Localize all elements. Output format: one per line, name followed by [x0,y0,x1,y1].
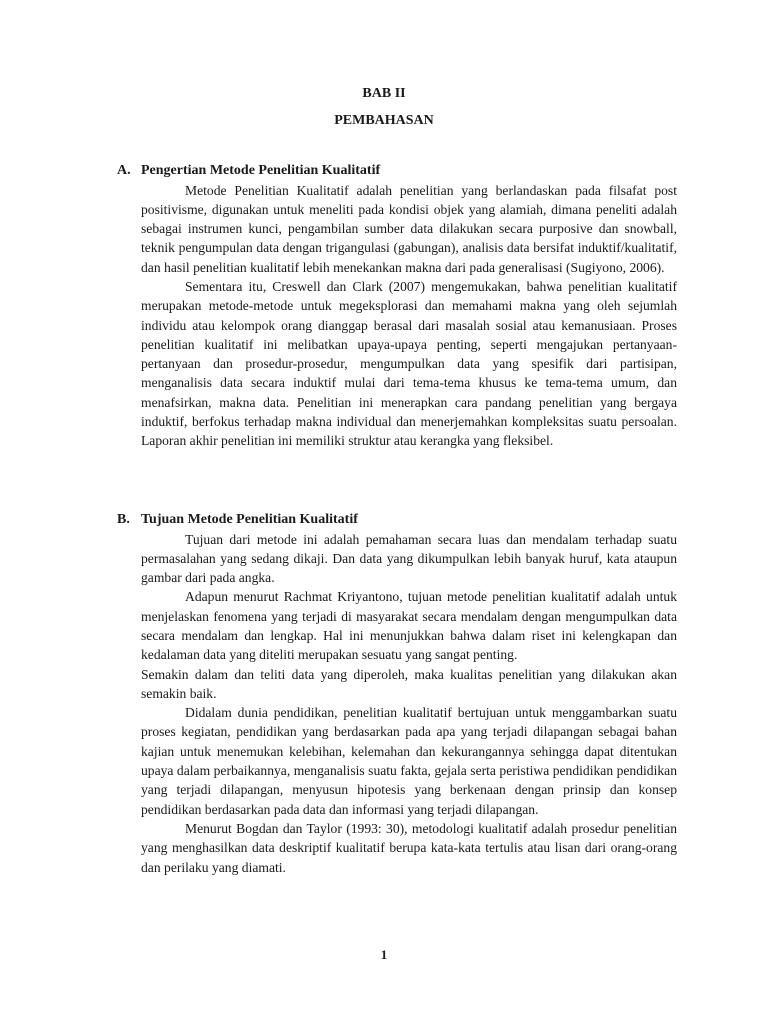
section-heading-text: Tujuan Metode Penelitian Kualitatif [141,512,358,527]
section-body [141,181,677,451]
page-number: 1 [380,947,388,962]
section-letter: A. [117,163,131,178]
section-b [117,510,677,877]
paragraph: Didalam dunia pendidikan, penelitian kualitatif bertujuan untuk menggambarkan suatu proses kegiatan, pendidikan yang berdasarkan pada apa yang terjadi dilapangan sebagai bahan kajian untuk menemukan kelebihan, kelemahan dan kekurangannya sehingga dapat ditentukan upaya dalam perbaikannya, menganalisis suatu fakta, gejala serta peristiwa pendidikan pendidikan yang terjadi dilapangan, menyusun hipotesis yang berkenaan dengan prinsip dan konsep pendidikan berdasarkan pada data dan informasi yang terjadi dilapangan. [141,705,677,817]
paragraph: Adapun menurut Rachmat Kriyantono, tujuan metode penelitian kualitatif adalah untuk menjelaskan fenomena yang terjadi di masyarakat secara mendalam dengan mengumpulkan data secara mendalam dan lengkap. Hal ini menunjukkan bahwa dalam riset ini kelengkapan dan kedalaman data yang diteliti merupakan sesuatu yang sangat penting. [141,589,677,663]
chapter-number: BAB II [362,86,406,101]
section-heading [117,161,677,181]
section-letter: B. [117,512,130,527]
paragraph: Semakin dalam dan teliti data yang diperoleh, maka kualitas penelitian yang dilakukan akan semakin baik. [141,666,677,701]
section-body [141,530,677,877]
section-a [117,161,677,451]
paragraph: Menurut Bogdan dan Taylor (1993: 30), metodologi kualitatif adalah prosedur penelitian yang menghasilkan data deskriptif kualitatif berupa kata-kata tertulis atau lisan dari orang-orang dan perilaku yang diamati. [141,820,677,875]
section-heading [117,510,677,530]
chapter-title: PEMBAHASAN [334,113,434,128]
paragraph: Tujuan dari metode ini adalah pemahaman secara luas dan mendalam terhadap suatu permasalahan yang sedang dikaji. Dan data yang dikumpulkan lebih banyak huruf, kata ataupun gambar dari pada angka. [141,531,677,586]
section-heading-text: Pengertian Metode Penelitian Kualitatif [141,163,381,178]
paragraph: Sementara itu, Creswell dan Clark (2007) mengemukakan, bahwa penelitian kualitatif merupakan metode-metode untuk megeksplorasi dan memahami makna yang oleh sejumlah individu atau kelompok orang dianggap berasal dari masalah sosial atau kemanusiaan. Proses penelitian kualitatif ini melibatkan upaya-upaya penting, seperti mengajukan pertanyaan-pertanyaan dan prosedur-prosedur, mengumpulkan data yang spesifik dari partisipan, menganalisis data secara induktif mulai dari tema-tema khusus ke tema-tema umum, dan menafsirkan, makna data. Penelitian ini menerapkan cara pandang penelitian yang bergaya induktif, berfokus terhadap makna individual dan menerjemahkan kompleksitas suatu persoalan. Laporan akhir penelitian ini memiliki struktur atau kerangka yang fleksibel. [141,278,677,449]
paragraph: Metode Penelitian Kualitatif adalah penelitian yang berlandaskan pada filsafat post positivisme, digunakan untuk meneliti pada kondisi objek yang alamiah, dimana peneliti adalah sebagai instrumen kunci, pengambilan sumber data dilakukan secara purposive dan snowball, teknik pengumpulan data dengan trigangulasi (gabungan), analisis data bersifat induktif/kualitatif, dan hasil penelitian kualitatif lebih menekankan makna dari pada generalisasi (Sugiyono, 2006). [141,182,677,275]
